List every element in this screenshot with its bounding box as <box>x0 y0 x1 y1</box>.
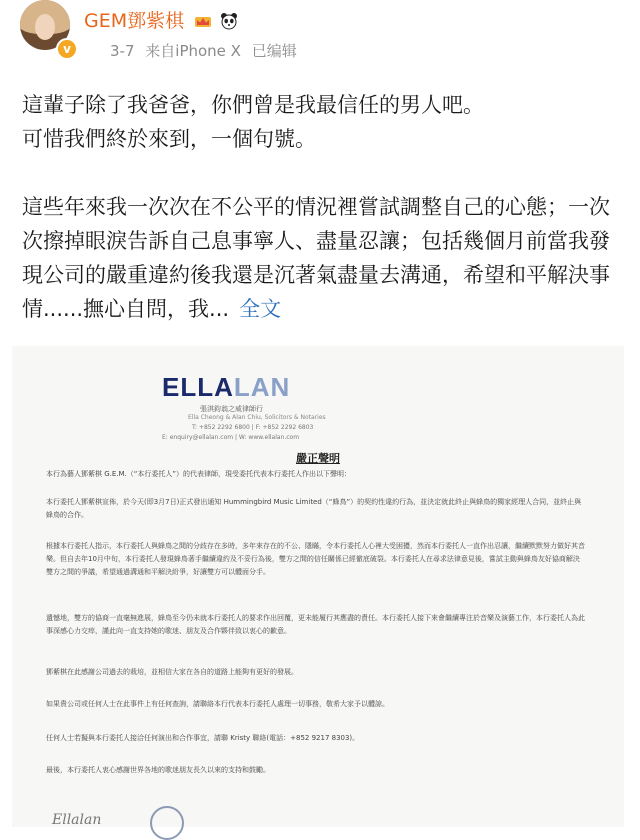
statement-paragraph: 本行為藝人鄧紫棋 G.E.M.（“本行委托人”）的代表律師，現受委托代表本行委托人作出以下聲明： <box>46 470 352 478</box>
post-date: 3-7 <box>110 42 135 60</box>
signature: Ellalan <box>52 812 102 828</box>
statement-image[interactable] <box>0 340 640 827</box>
post-paragraph-2-text: 這些年來我一次次在不公平的情況裡嘗試調整自己的心態；一次次擦掉眼淚告訴自己息事寧人、盡量忍讓；包括幾個月前當我發現公司的嚴重違約後我還是沉著氣盡量去溝通，希望和平解決事情......撫心自問，我... <box>22 195 610 321</box>
law-firm-logo <box>162 372 290 403</box>
post-line-2: 可惜我們終於來到，一個句號。 <box>22 127 316 151</box>
statement-paragraph: 如果貴公司或任何人士在此事件上有任何查詢，請聯絡本行代表本行委托人處理一切事務，敬希大家予以體諒。 <box>46 700 389 708</box>
logo-accent: LAN <box>233 372 291 402</box>
username[interactable] <box>84 6 238 33</box>
post-source[interactable]: 来自iPhone X <box>145 42 241 60</box>
post-meta <box>110 40 303 61</box>
post-text <box>22 88 622 326</box>
crown-icon <box>194 14 212 28</box>
logo-subtitle: 張淇鈞翁之威律師行 <box>200 405 263 413</box>
contact-line: T: +852 2292 6800 | F: +852 2292 6803 <box>192 424 314 431</box>
statement-title: 嚴正聲明 <box>296 452 340 465</box>
statement-paragraph: 最後，本行委托人衷心感謝世界各地的歌迷朋友長久以來的支持和鼓勵。 <box>46 766 270 774</box>
logo-text: ELLA <box>162 372 234 402</box>
panda-icon <box>220 12 238 30</box>
statement-paragraph: 遺憾地，雙方的協商一直毫無進展，蜂鳥至今仍未就本行委托人的要求作出回覆，更未能履行其應盡的責任。本行委托人接下來會繼續專注於音樂及演藝工作，本行委托人為此事深感心力交瘁，謹此向一直支持她的歌迷、朋友及合作夥伴致以衷心的歉意。 <box>46 614 585 635</box>
statement-paragraph: 根據本行委托人指示，本行委托人與蜂鳥之間的分歧存在多時，多年來存在的不公、隱瞞，令本行委托人心裡大受困擾，然而本行委托人一直作出忍讓，繼續默默努力做好其音樂。但自去年10月中旬，本行委托人發現蜂鳥著手繼續違約及不妥行為後，雙方之間的信任關係已經徹底破裂。本行委托人在尋求法律意見後，嘗試主動與蜂鳥友好協商解決雙方之間的爭議，希望通過溝通和平解決紛爭，好讓雙方可以體面分手。 <box>46 542 585 576</box>
statement-paragraph: 本行委托人鄧紫棋宣佈，於今天(即3月7日)正式發出通知 Hummingbird Music Limited（“蜂鳥”）的契約性違約行為，並決定就此終止與蜂鳥的獨家經理人合同，並終止與蜂鳥的合作。 <box>46 498 582 519</box>
statement-paragraph: 任何人士若擬與本行委托人接洽任何演出和合作事宜，請聯 Kristy 聯絡(電話：+852 9217 8303)。 <box>46 734 360 742</box>
logo-subtitle-en: Ella Cheong & Alan Chiu, Solicitors & Notaries <box>188 414 326 421</box>
seal-icon <box>150 806 184 840</box>
post-paragraph-2 <box>22 190 622 326</box>
full-text-link[interactable]: 全文 <box>239 297 282 321</box>
avatar-face <box>35 14 55 40</box>
statement-sheet <box>12 346 624 827</box>
paragraph-gap <box>22 156 622 190</box>
verified-badge-icon: v <box>56 38 78 60</box>
contact-line-2: E: enquiry@ellalan.com | W: www.ellalan.com <box>162 434 300 441</box>
statement-paragraph: 鄧紫棋在此感謝公司過去的栽培，並相信大家在各自的道路上能夠有更好的發展。 <box>46 668 298 676</box>
post-edited[interactable]: 已编辑 <box>251 42 297 60</box>
username-text[interactable]: GEM鄧紫棋 <box>84 10 185 32</box>
post-line-1: 這輩子除了我爸爸，你們曾是我最信任的男人吧。 <box>22 93 484 117</box>
